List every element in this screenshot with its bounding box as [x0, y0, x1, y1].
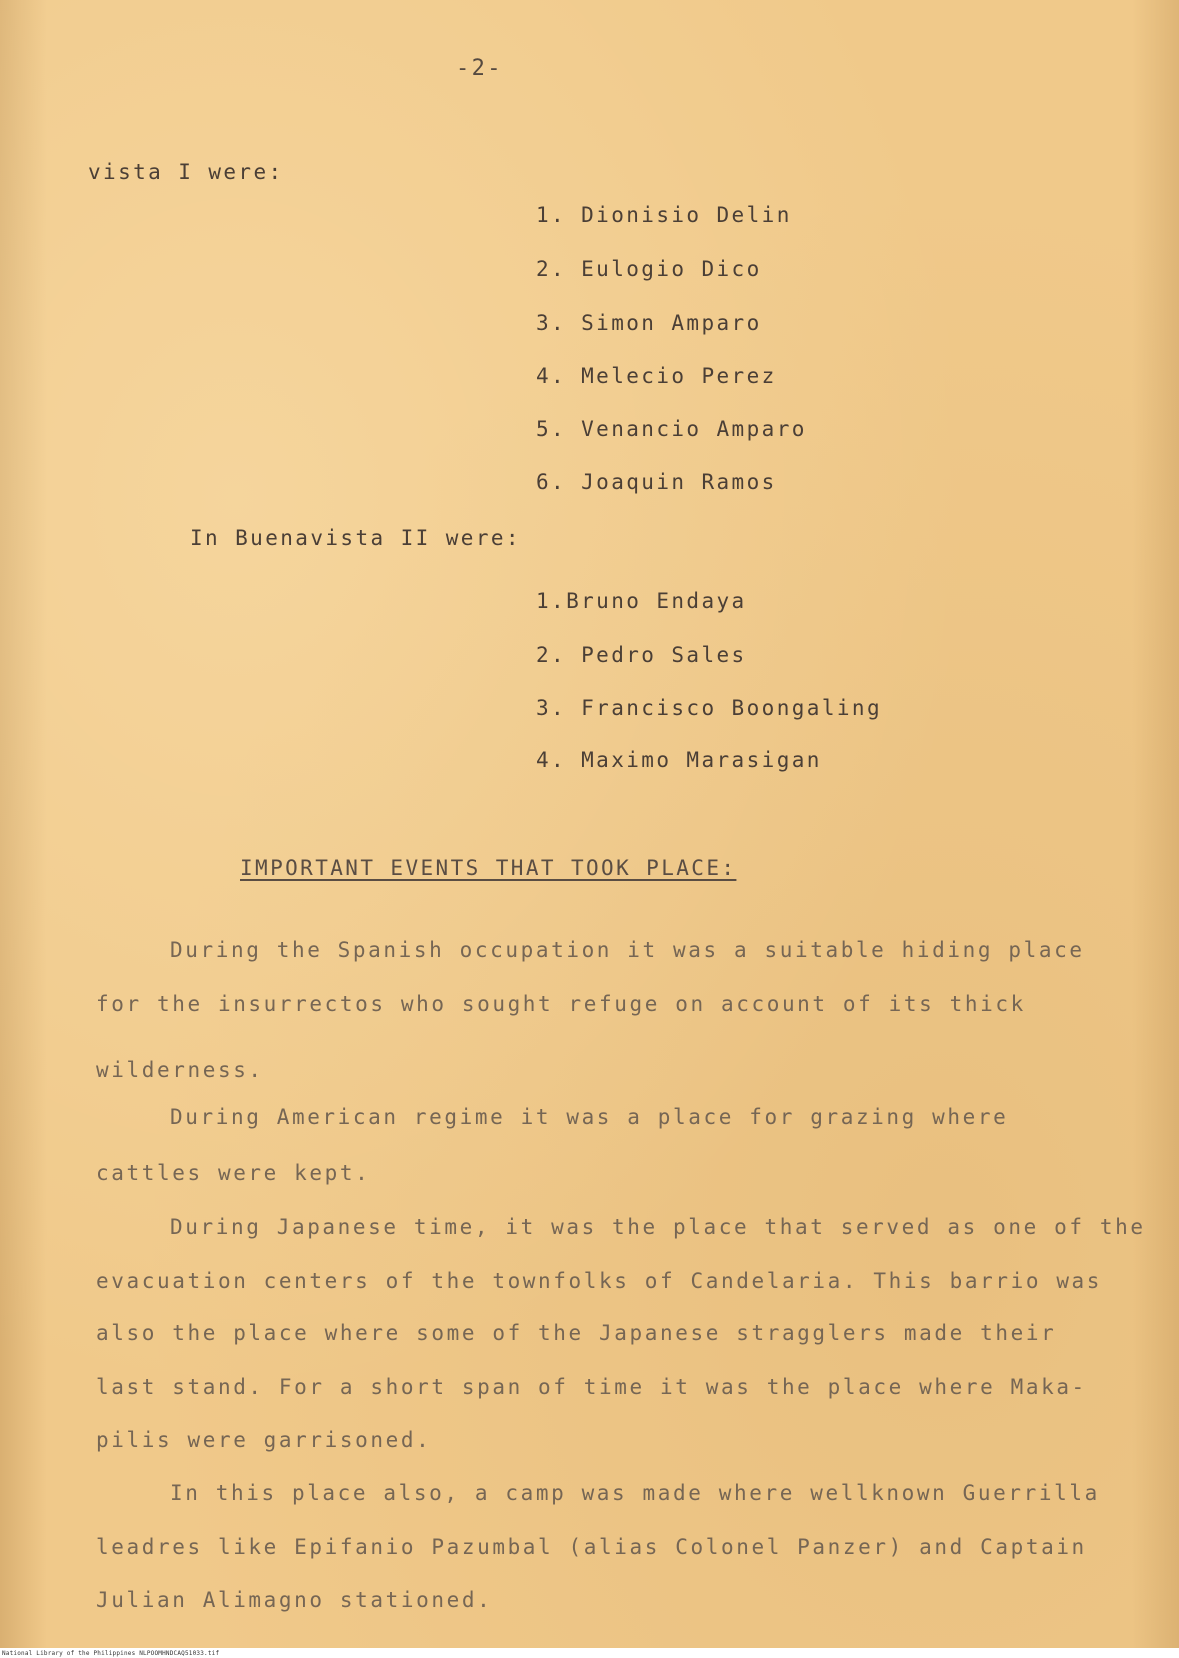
paragraph-line: for the insurrectos who sought refuge on account of its thick: [96, 992, 1026, 1016]
list-item: 2. Eulogio Dico: [536, 257, 762, 281]
section-heading: IMPORTANT EVENTS THAT TOOK PLACE:: [240, 856, 737, 880]
scan-footer: National Library of the Philippines NLPOOMHNDCAQ51033.tif: [2, 1650, 220, 1657]
list-item: 1. Dionisio Delin: [536, 203, 792, 227]
list-item: 6. Joaquin Ramos: [536, 470, 777, 494]
paragraph-line: also the place where some of the Japanese stragglers made their: [96, 1321, 1057, 1345]
intro-line: vista I were:: [88, 160, 284, 184]
list-item: 3. Simon Amparo: [536, 311, 762, 335]
paragraph-line: leadres like Epifanio Pazumbal (alias Colonel Panzer) and Captain: [96, 1535, 1087, 1559]
list-item: 4. Maximo Marasigan: [536, 748, 822, 772]
paragraph-line: last stand. For a short span of time it was the place where Maka-: [96, 1375, 1087, 1399]
list-item: 1.Bruno Endaya: [536, 589, 747, 613]
list-item: 3. Francisco Boongaling: [536, 696, 882, 720]
paragraph-line: cattles were kept.: [96, 1161, 371, 1185]
paragraph-line: During the Spanish occupation it was a suitable hiding place: [170, 938, 1085, 962]
list-item: 5. Venancio Amparo: [536, 417, 807, 441]
paragraph-line: pilis were garrisoned.: [96, 1428, 432, 1452]
paragraph-line: During Japanese time, it was the place that served as one of the: [170, 1215, 1146, 1239]
paragraph-line: During American regime it was a place for grazing where: [170, 1105, 1009, 1129]
paragraph-line: Julian Alimagno stationed.: [96, 1588, 493, 1612]
list-item: 2. Pedro Sales: [536, 643, 747, 667]
paragraph-line: In this place also, a camp was made where wellknown Guerrilla: [170, 1481, 1100, 1505]
paragraph-line: wilderness.: [96, 1058, 264, 1082]
paragraph-line: evacuation centers of the townfolks of Candelaria. This barrio was: [96, 1269, 1103, 1293]
page-number: -2-: [456, 56, 503, 81]
list-item: 4. Melecio Perez: [536, 364, 777, 388]
intro-line-2: In Buenavista II were:: [190, 526, 521, 550]
